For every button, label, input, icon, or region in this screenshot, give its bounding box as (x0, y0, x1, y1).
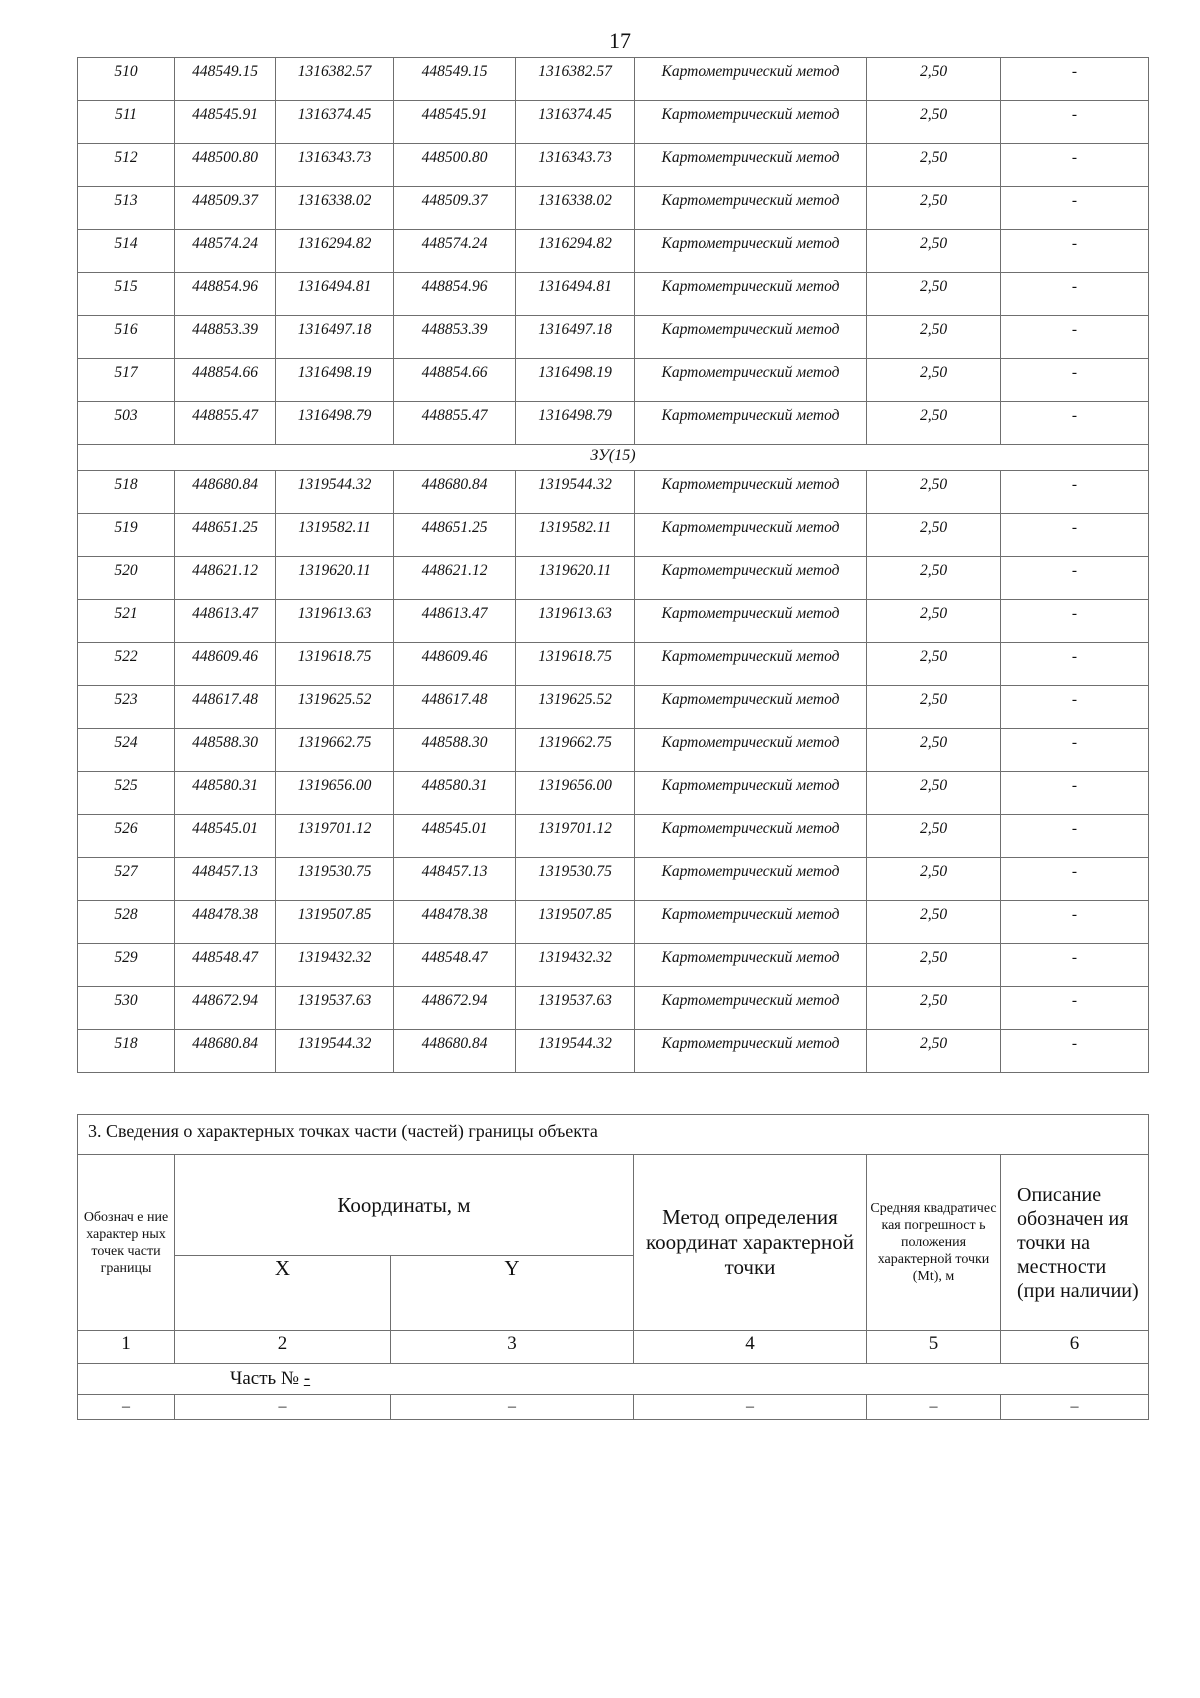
y-existing: 1319582.11 (276, 514, 394, 557)
x-specified: 448854.66 (394, 359, 516, 402)
mt-header: Средняя квадратичес кая погрешност ь положения характерной точки (Mt), м (867, 1155, 1001, 1331)
y-specified: 1319582.11 (516, 514, 635, 557)
mt-value: 2,50 (867, 144, 1001, 187)
y-existing: 1319544.32 (276, 1030, 394, 1073)
point-number: 523 (78, 686, 175, 729)
y-existing: 1316294.82 (276, 230, 394, 273)
method: Картометрический метод (635, 643, 867, 686)
col-number: 2 (175, 1331, 391, 1364)
point-description: - (1001, 600, 1149, 643)
x-existing: 448854.66 (175, 359, 276, 402)
point-row (78, 557, 1149, 600)
x-specified: 448549.15 (394, 58, 516, 101)
x-existing: 448580.31 (175, 772, 276, 815)
point-number: 524 (78, 729, 175, 772)
point-row (78, 944, 1149, 987)
point-row (78, 514, 1149, 557)
points-group-1 (78, 58, 1149, 445)
y-existing: 1319530.75 (276, 858, 394, 901)
y-specified: 1319618.75 (516, 643, 635, 686)
method: Картометрический метод (635, 686, 867, 729)
point-number: 528 (78, 901, 175, 944)
point-description: - (1001, 101, 1149, 144)
point-row (78, 600, 1149, 643)
x-existing: 448613.47 (175, 600, 276, 643)
mt-value: 2,50 (867, 316, 1001, 359)
point-row (78, 686, 1149, 729)
mt-value: 2,50 (867, 101, 1001, 144)
point-description: - (1001, 273, 1149, 316)
y-specified: 1319537.63 (516, 987, 635, 1030)
method: Картометрический метод (635, 815, 867, 858)
mt-value: 2,50 (867, 686, 1001, 729)
y-existing: 1319620.11 (276, 557, 394, 600)
point-number: 526 (78, 815, 175, 858)
mt-value: 2,50 (867, 187, 1001, 230)
method: Картометрический метод (635, 1030, 867, 1073)
point-description: - (1001, 359, 1149, 402)
x-specified: 448478.38 (394, 901, 516, 944)
point-description: - (1001, 815, 1149, 858)
desc-header: Описание обозначен ия точки на местности (при наличии) (1001, 1155, 1149, 1331)
part-row (78, 1364, 1149, 1395)
point-row (78, 316, 1149, 359)
part-label: Часть № (230, 1368, 304, 1389)
points-group-2 (78, 471, 1149, 1073)
x-specified: 448853.39 (394, 316, 516, 359)
point-number: 519 (78, 514, 175, 557)
x-specified: 448651.25 (394, 514, 516, 557)
point-number: 529 (78, 944, 175, 987)
col-point-id-header: Обознач е ние характер ных точек части границы (78, 1155, 175, 1331)
x-specified: 448617.48 (394, 686, 516, 729)
point-row (78, 144, 1149, 187)
col-number: 4 (634, 1331, 867, 1364)
method: Картометрический метод (635, 144, 867, 187)
method: Картометрический метод (635, 316, 867, 359)
point-number: 512 (78, 144, 175, 187)
x-existing: 448457.13 (175, 858, 276, 901)
point-number: 510 (78, 58, 175, 101)
x-existing: 448617.48 (175, 686, 276, 729)
point-row (78, 58, 1149, 101)
mt-value: 2,50 (867, 944, 1001, 987)
x-specified: 448500.80 (394, 144, 516, 187)
method: Картометрический метод (635, 772, 867, 815)
method: Картометрический метод (635, 273, 867, 316)
y-existing: 1316338.02 (276, 187, 394, 230)
y-specified: 1319530.75 (516, 858, 635, 901)
group-label: ЗУ(15) (78, 445, 1149, 471)
x-specified: 448680.84 (394, 471, 516, 514)
x-existing: 448609.46 (175, 643, 276, 686)
point-row (78, 187, 1149, 230)
point-number: 530 (78, 987, 175, 1030)
y-existing: 1319507.85 (276, 901, 394, 944)
point-description: - (1001, 144, 1149, 187)
point-description: - (1001, 901, 1149, 944)
x-specified: 448854.96 (394, 273, 516, 316)
y-existing: 1319662.75 (276, 729, 394, 772)
point-row (78, 858, 1149, 901)
method: Картометрический метод (635, 987, 867, 1030)
method: Картометрический метод (635, 359, 867, 402)
y-specified: 1319507.85 (516, 901, 635, 944)
method: Картометрический метод (635, 402, 867, 445)
y-existing: 1316382.57 (276, 58, 394, 101)
y-specified: 1316382.57 (516, 58, 635, 101)
x-existing: 448855.47 (175, 402, 276, 445)
mt-value: 2,50 (867, 600, 1001, 643)
y-specified: 1319620.11 (516, 557, 635, 600)
method: Картометрический метод (635, 230, 867, 273)
point-description: - (1001, 58, 1149, 101)
point-number: 521 (78, 600, 175, 643)
mt-value: 2,50 (867, 471, 1001, 514)
point-row (78, 273, 1149, 316)
point-number: 518 (78, 471, 175, 514)
y-existing: 1316494.81 (276, 273, 394, 316)
y-existing: 1319701.12 (276, 815, 394, 858)
y-specified: 1319701.12 (516, 815, 635, 858)
x-existing: 448672.94 (175, 987, 276, 1030)
point-description: - (1001, 1030, 1149, 1073)
x-specified: 448580.31 (394, 772, 516, 815)
y-specified: 1316497.18 (516, 316, 635, 359)
point-number: 511 (78, 101, 175, 144)
x-specified: 448545.91 (394, 101, 516, 144)
y-specified: 1319544.32 (516, 471, 635, 514)
x-existing: 448549.15 (175, 58, 276, 101)
point-description: - (1001, 557, 1149, 600)
point-row (78, 815, 1149, 858)
method: Картометрический метод (635, 858, 867, 901)
point-description: - (1001, 686, 1149, 729)
y-specified: 1319656.00 (516, 772, 635, 815)
point-row (78, 402, 1149, 445)
method-header: Метод определения координат характерной точки (634, 1155, 867, 1331)
x-existing: 448545.91 (175, 101, 276, 144)
method: Картометрический метод (635, 944, 867, 987)
point-description: - (1001, 858, 1149, 901)
point-description: - (1001, 514, 1149, 557)
empty-cell: – (391, 1395, 634, 1420)
coords-header: Координаты, м (175, 1155, 634, 1256)
x-specified: 448509.37 (394, 187, 516, 230)
part-number: - (303, 1368, 311, 1389)
x-existing: 448853.39 (175, 316, 276, 359)
method: Картометрический метод (635, 514, 867, 557)
point-row (78, 101, 1149, 144)
col-number: 1 (78, 1331, 175, 1364)
point-number: 514 (78, 230, 175, 273)
x-existing: 448500.80 (175, 144, 276, 187)
point-description: - (1001, 729, 1149, 772)
point-description: - (1001, 471, 1149, 514)
x-existing: 448588.30 (175, 729, 276, 772)
mt-value: 2,50 (867, 901, 1001, 944)
point-description: - (1001, 987, 1149, 1030)
point-number: 527 (78, 858, 175, 901)
x-specified: 448574.24 (394, 230, 516, 273)
point-number: 517 (78, 359, 175, 402)
point-number: 503 (78, 402, 175, 445)
point-number: 515 (78, 273, 175, 316)
method: Картометрический метод (635, 600, 867, 643)
x-specified: 448855.47 (394, 402, 516, 445)
y-specified: 1316374.45 (516, 101, 635, 144)
point-row (78, 772, 1149, 815)
mt-value: 2,50 (867, 815, 1001, 858)
x-existing: 448680.84 (175, 471, 276, 514)
point-row (78, 471, 1149, 514)
method: Картометрический метод (635, 58, 867, 101)
x-existing: 448478.38 (175, 901, 276, 944)
y-existing: 1316497.18 (276, 316, 394, 359)
x-specified: 448588.30 (394, 729, 516, 772)
point-row (78, 729, 1149, 772)
y-specified: 1319544.32 (516, 1030, 635, 1073)
method: Картометрический метод (635, 901, 867, 944)
x-existing: 448651.25 (175, 514, 276, 557)
method: Картометрический метод (635, 471, 867, 514)
point-number: 525 (78, 772, 175, 815)
point-number: 516 (78, 316, 175, 359)
mt-value: 2,50 (867, 772, 1001, 815)
point-description: - (1001, 944, 1149, 987)
y-specified: 1319662.75 (516, 729, 635, 772)
y-specified: 1316343.73 (516, 144, 635, 187)
y-existing: 1316498.19 (276, 359, 394, 402)
empty-cell: – (867, 1395, 1001, 1420)
y-specified: 1316294.82 (516, 230, 635, 273)
x-existing: 448548.47 (175, 944, 276, 987)
x-existing: 448854.96 (175, 273, 276, 316)
x-header: X (175, 1256, 391, 1331)
method: Картометрический метод (635, 187, 867, 230)
point-row (78, 1030, 1149, 1073)
y-existing: 1319656.00 (276, 772, 394, 815)
method: Картометрический метод (635, 729, 867, 772)
mt-value: 2,50 (867, 729, 1001, 772)
mt-value: 2,50 (867, 858, 1001, 901)
point-description: - (1001, 187, 1149, 230)
mt-value: 2,50 (867, 643, 1001, 686)
mt-value: 2,50 (867, 58, 1001, 101)
point-description: - (1001, 643, 1149, 686)
col-number: 6 (1001, 1331, 1149, 1364)
empty-cell: – (78, 1395, 175, 1420)
col-number: 3 (391, 1331, 634, 1364)
x-specified: 448613.47 (394, 600, 516, 643)
x-specified: 448548.47 (394, 944, 516, 987)
mt-value: 2,50 (867, 230, 1001, 273)
empty-cell: – (175, 1395, 391, 1420)
y-existing: 1319625.52 (276, 686, 394, 729)
point-number: 513 (78, 187, 175, 230)
y-existing: 1319618.75 (276, 643, 394, 686)
method: Картометрический метод (635, 101, 867, 144)
y-specified: 1316494.81 (516, 273, 635, 316)
x-specified: 448457.13 (394, 858, 516, 901)
section3-title: 3. Сведения о характерных точках части (частей) границы объекта (78, 1115, 1149, 1155)
mt-value: 2,50 (867, 1030, 1001, 1073)
y-specified: 1316498.79 (516, 402, 635, 445)
mt-value: 2,50 (867, 557, 1001, 600)
point-row (78, 901, 1149, 944)
y-existing: 1319537.63 (276, 987, 394, 1030)
point-description: - (1001, 772, 1149, 815)
point-row (78, 230, 1149, 273)
col-number: 5 (867, 1331, 1001, 1364)
mt-value: 2,50 (867, 402, 1001, 445)
point-row (78, 643, 1149, 686)
x-specified: 448672.94 (394, 987, 516, 1030)
section3-table (77, 1114, 1149, 1420)
y-existing: 1319544.32 (276, 471, 394, 514)
y-header: Y (391, 1256, 634, 1331)
x-specified: 448609.46 (394, 643, 516, 686)
x-existing: 448680.84 (175, 1030, 276, 1073)
point-description: - (1001, 230, 1149, 273)
empty-cell: – (1001, 1395, 1149, 1420)
x-specified: 448621.12 (394, 557, 516, 600)
x-specified: 448545.01 (394, 815, 516, 858)
x-existing: 448574.24 (175, 230, 276, 273)
empty-cell: – (634, 1395, 867, 1420)
x-specified: 448680.84 (394, 1030, 516, 1073)
y-existing: 1319613.63 (276, 600, 394, 643)
mt-value: 2,50 (867, 514, 1001, 557)
point-number: 522 (78, 643, 175, 686)
point-number: 518 (78, 1030, 175, 1073)
group-header (78, 445, 1149, 471)
point-row (78, 359, 1149, 402)
x-existing: 448509.37 (175, 187, 276, 230)
point-number: 520 (78, 557, 175, 600)
mt-value: 2,50 (867, 273, 1001, 316)
y-existing: 1316498.79 (276, 402, 394, 445)
mt-value: 2,50 (867, 359, 1001, 402)
y-existing: 1316343.73 (276, 144, 394, 187)
point-row (78, 987, 1149, 1030)
y-specified: 1316498.19 (516, 359, 635, 402)
y-specified: 1319432.32 (516, 944, 635, 987)
method: Картометрический метод (635, 557, 867, 600)
y-specified: 1319613.63 (516, 600, 635, 643)
point-description: - (1001, 402, 1149, 445)
points-table (77, 57, 1149, 1073)
mt-value: 2,50 (867, 987, 1001, 1030)
x-existing: 448545.01 (175, 815, 276, 858)
x-existing: 448621.12 (175, 557, 276, 600)
y-existing: 1316374.45 (276, 101, 394, 144)
point-description: - (1001, 316, 1149, 359)
y-specified: 1319625.52 (516, 686, 635, 729)
y-existing: 1319432.32 (276, 944, 394, 987)
y-specified: 1316338.02 (516, 187, 635, 230)
page-number: 17 (609, 28, 631, 53)
